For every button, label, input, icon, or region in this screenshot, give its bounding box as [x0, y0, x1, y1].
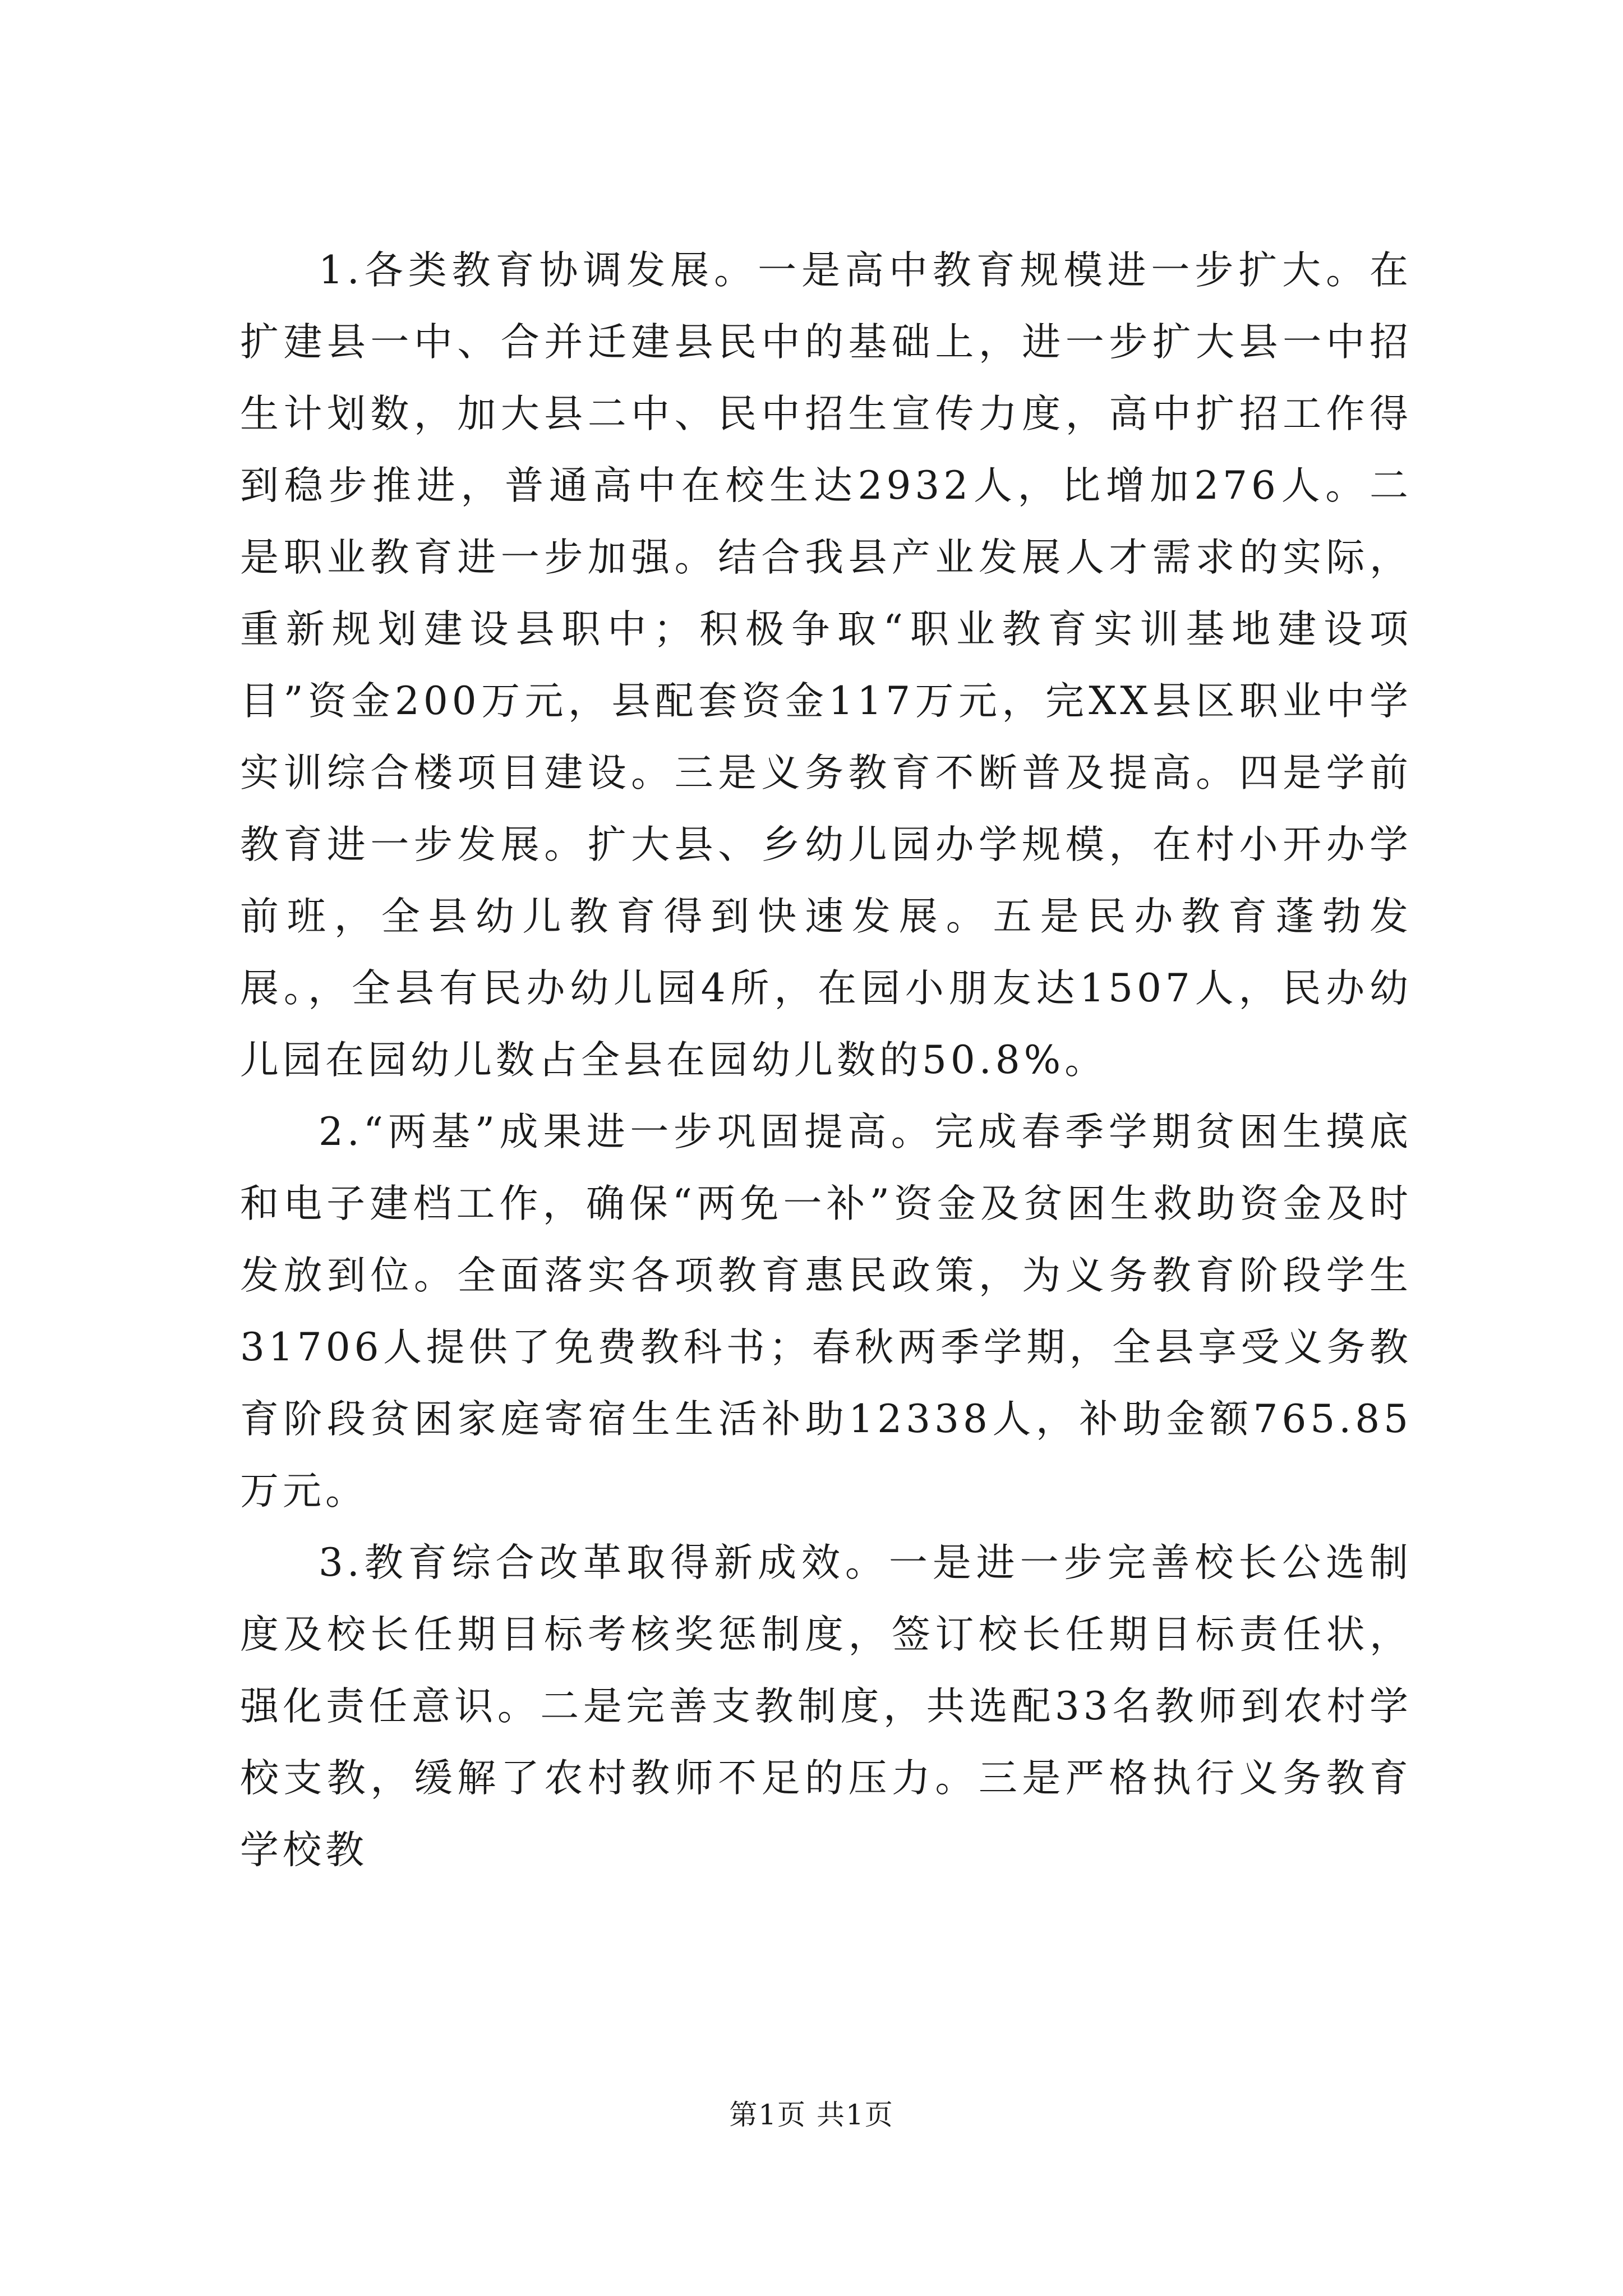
paragraph-1: 1.各类教育协调发展。一是高中教育规模进一步扩大。在扩建县一中、合并迁建县民中的基础上，进一步扩大县一中招生计划数，加大县二中、民中招生宣传力度，高中扩招工作得到稳步推进，普通高中在校生达2932人，比增加276人。二是职业教育进一步加强。结合我县产业发展人才需求的实际，重新规划建设县职中；积极争取“职业教育实训基地建设项目”资金200万元，县配套资金117万元，完XX县区职业中学实训综合楼项目建设。三是义务教育不断普及提高。四是学前教育进一步发展。扩大县、乡幼儿园办学规模，在村小开办学前班，全县幼儿教育得到快速发展。五是民办教育蓬勃发展。，全县有民办幼儿园4所，在园小朋友达1507人，民办幼儿园在园幼儿数占全县在园幼儿数的50.8%。	[240, 248, 1412, 1083]
page-footer: 第1页 共1页	[729, 2099, 894, 2131]
document-body	[240, 234, 1412, 1886]
paragraph-2: 2.“两基”成果进一步巩固提高。完成春季学期贫困生摸底和电子建档工作，确保“两免一补”资金及贫困生救助资金及时发放到位。全面落实各项教育惠民政策，为义务教育阶段学生31706人提供了免费教科书；春秋两季学期，全县享受义务教育阶段贫困家庭寄宿生生活补助12338人，补助金额765.85万元。	[240, 1110, 1412, 1513]
paragraph-3: 3.教育综合改革取得新成效。一是进一步完善校长公选制度及校长任期目标考核奖惩制度，签订校长任期目标责任状，强化责任意识。二是完善支教制度，共选配33名教师到农村学校支教，缓解了农村教师不足的压力。三是严格执行义务教育学校教	[240, 1540, 1412, 1872]
